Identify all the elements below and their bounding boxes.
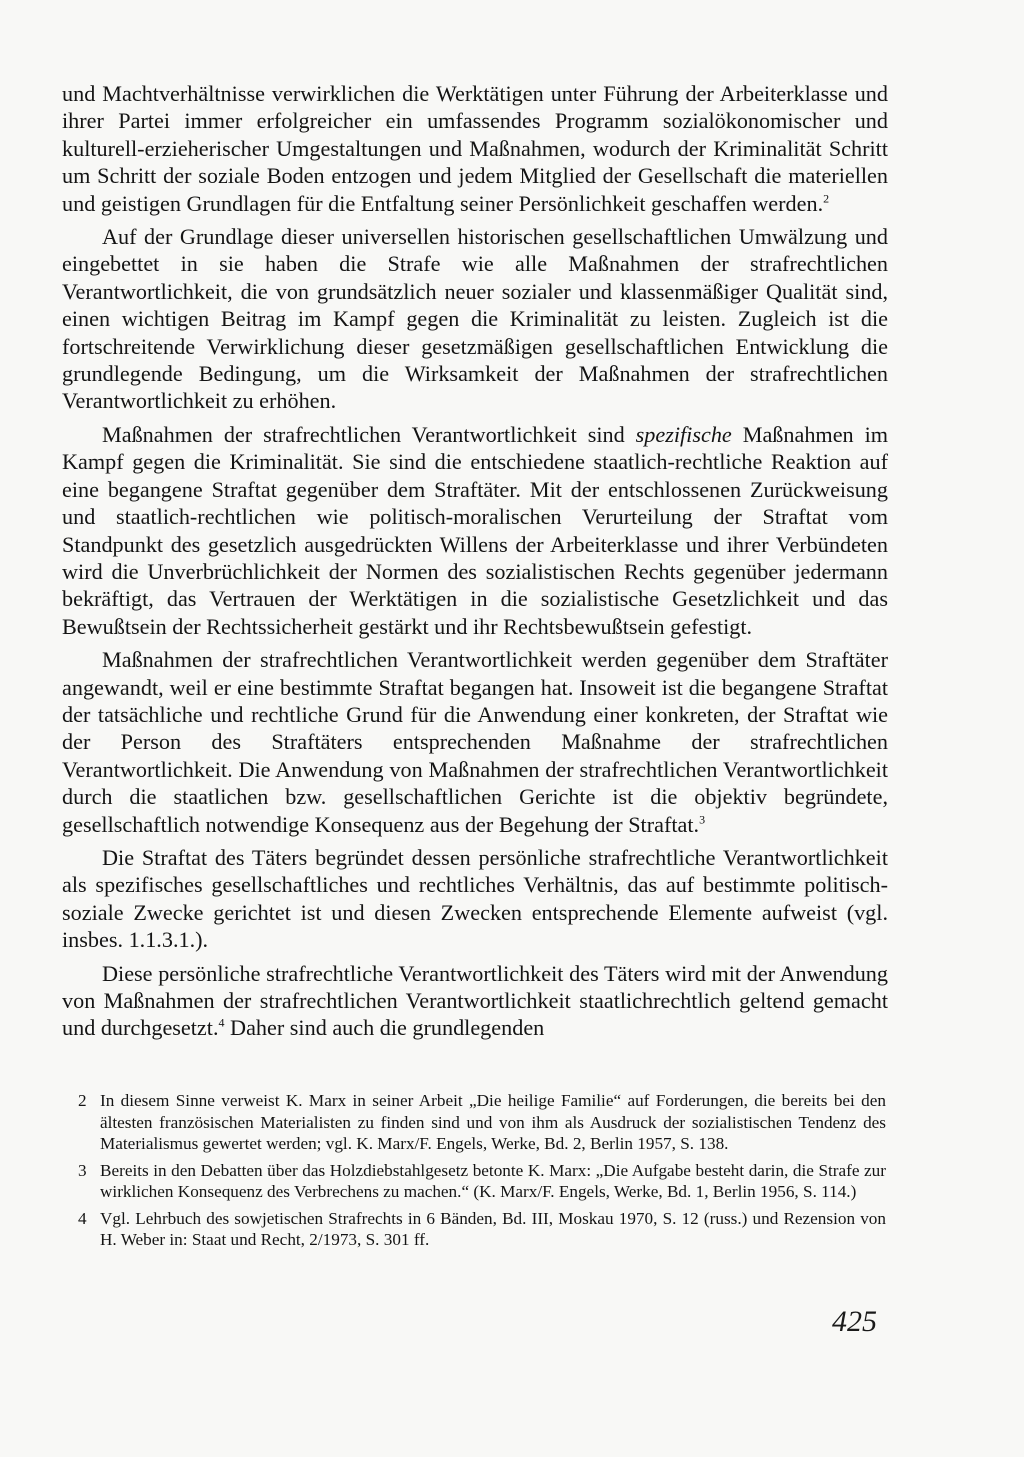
paragraph-3-text-before: Maßnahmen der strafrechtlichen Verantwortlichkeit sind <box>102 421 636 447</box>
footnote-number: 3 <box>78 1160 87 1180</box>
paragraph-4 <box>62 646 888 838</box>
paragraph-2-text: Auf der Grundlage dieser universellen historischen gesellschaftlichen Umwälzung und eingebettet in sie haben die Strafe wie alle Maßnahmen der strafrechtlichen Verantwortlichkeit, die von grundsätzlich neuer sozialer und klassenmäßiger Qualität sind, einen wichtigen Beitrag im Kampf gegen die Kriminalität zu leisten. Zugleich ist die fortschreitende Verwirklichung dieser gesetzmäßigen gesellschaftlichen Entwicklung die grundlegende Bedingung, um die Wirksamkeit der Maßnahmen der strafrechtlichen Verantwortlichkeit zu erhöhen. <box>62 224 888 414</box>
page-number: 425 <box>832 1305 877 1338</box>
emphasis-spezifische: spezifische <box>635 421 732 447</box>
footnote-number: 2 <box>78 1091 87 1110</box>
paragraph-3 <box>62 421 888 640</box>
main-text <box>62 80 888 1042</box>
footnote-2 <box>78 1090 886 1155</box>
footnote-text: Bereits in den Debatten über das Holzdiebstahlgesetz betonte K. Marx: „Die Aufgabe besteht darin, die Strafe zur wirklichen Konsequenz des Verbrechens zu machen.“ (K. Marx/F. Engels, Werke, Bd. 1, Berlin 1956, S. 114.) <box>100 1160 886 1201</box>
footnote-ref-4: 4 <box>218 1016 225 1031</box>
footnote-4 <box>78 1208 886 1251</box>
paragraph-6-text-after: Daher sind auch die grundlegenden <box>224 1015 545 1041</box>
page-body <box>62 80 888 1048</box>
paragraph-6 <box>62 960 888 1042</box>
paragraph-3-text-after: Maßnahmen im Kampf gegen die Kriminalität. Sie sind die entschiedene staatlich-rechtliche Reaktion auf eine begangene Straftat gegenüber dem Straftäter. Mit der entschlossenen Zurückweisung und staatlich-rechtlichen wie politisch-moralischen Verurteilung der Straftat vom Standpunkt des gesetzlich ausgedrückten Willens der Arbeiterklasse und ihrer Verbündeten wird die Unverbrüchlichkeit der Normen des sozialistischen Rechts gegenüber jedermann bekräftigt, das Vertrauen der Werktätigen in die sozialistische Gesetzlichkeit und das Bewußtsein der Rechtssicherheit gestärkt und ihr Rechtsbewußtsein gefestigt. <box>62 421 888 639</box>
footnote-number: 4 <box>78 1208 87 1228</box>
paragraph-5 <box>62 844 888 954</box>
footnote-text: Vgl. Lehrbuch des sowjetischen Strafrechts in 6 Bänden, Bd. III, Moskau 1970, S. 12 (russ.) und Rezension von H. Weber in: Staat und Recht, 2/1973, S. 301 ff. <box>100 1208 886 1249</box>
footnote-3 <box>78 1160 886 1203</box>
paragraph-6-text-before: Diese persönliche strafrechtliche Verantwortlichkeit des Täters wird mit der Anwendung von Maßnahmen der strafrechtlichen Verantwortlichkeit staatlichrechtlich geltend gemacht und durchgesetzt. <box>62 960 888 1041</box>
paragraph-1 <box>62 80 888 217</box>
footnote-text: In diesem Sinne verweist K. Marx in seiner Arbeit „Die heilige Familie“ auf Forderungen, die bereits bei den ältesten französischen Materialisten zu finden sind und von ihm als Ausdruck der sozialistischen Tendenz des Materialismus gewertet werden; vgl. K. Marx/F. Engels, Werke, Bd. 2, Berlin 1957, S. 138. <box>100 1091 886 1153</box>
footnote-ref-2: 2 <box>823 191 830 206</box>
paragraph-4-text: Maßnahmen der strafrechtlichen Verantwortlichkeit werden gegenüber dem Straftäter angewandt, weil er eine bestimmte Straftat begangen hat. Insoweit ist die begangene Straftat der tatsächliche und rechtliche Grund für die Anwendung einer konkreten, der Straftat wie der Person des Straftäters entsprechenden Maßnahme der strafrechtlichen Verantwortlichkeit. Die Anwendung von Maßnahmen der strafrechtlichen Verantwortlichkeit durch die staatlichen bzw. gesellschaftlichen Gerichte ist die objektiv begründete, gesellschaftlich notwendige Konsequenz aus der Begehung der Straftat. <box>62 647 888 837</box>
paragraph-2 <box>62 223 888 415</box>
footnotes <box>78 1090 886 1256</box>
paragraph-5-text: Die Straftat des Täters begründet dessen persönliche strafrechtliche Verantwortlichkeit als spezifisches gesellschaftliches und rechtliches Verhältnis, das auf bestimmte politisch-soziale Zwecke gerichtet ist und diesen Zwecken entsprechende Elemente aufweist (vgl. insbes. 1.1.3.1.). <box>62 844 888 953</box>
footnote-ref-3: 3 <box>699 812 706 827</box>
paragraph-1-text: und Machtverhältnisse verwirklichen die Werktätigen unter Führung der Arbeiterklasse und ihrer Partei immer erfolgreicher ein umfassendes Programm sozialökonomischer und kulturell-erzieherischer Umgestaltungen und Maßnahmen, wodurch der Kriminalität Schritt um Schritt der soziale Boden entzogen und jedem Mitglied der Gesellschaft die materiellen und geistigen Grundlagen für die Entfaltung seiner Persönlichkeit geschaffen werden. <box>62 81 888 216</box>
